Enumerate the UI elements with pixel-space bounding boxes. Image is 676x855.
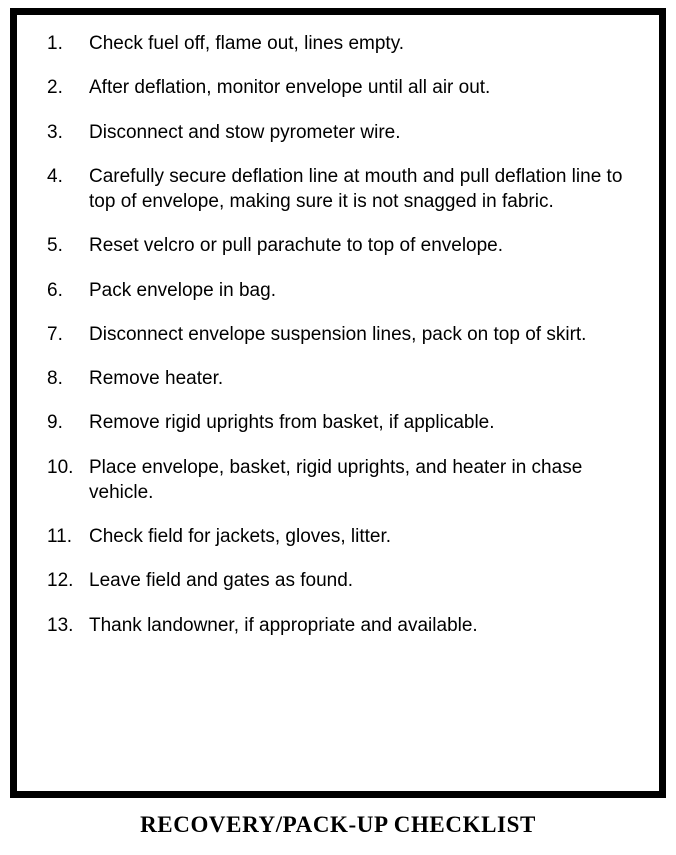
list-item-number: 12.	[47, 570, 74, 592]
checklist-box	[10, 8, 666, 798]
checklist-items	[31, 31, 645, 638]
list-item	[31, 410, 645, 435]
list-item-text: Remove rigid uprights from basket, if applicable.	[89, 412, 495, 434]
list-item	[31, 322, 645, 347]
list-item-text: Reset velcro or pull parachute to top of envelope.	[89, 235, 504, 257]
list-item	[31, 524, 645, 549]
list-item	[31, 120, 645, 145]
list-item-text: Check fuel off, flame out, lines empty.	[89, 33, 405, 54]
list-item-text: Disconnect envelope suspension lines, pack on top of skirt.	[89, 323, 587, 345]
list-item-number: 13.	[47, 614, 74, 636]
list-item	[31, 75, 645, 100]
list-item-text: After deflation, monitor envelope until all air out.	[89, 77, 491, 99]
list-item	[31, 31, 645, 56]
list-item-number: 10.	[47, 456, 74, 478]
list-item-number: 4.	[47, 165, 63, 187]
list-item-text: Place envelope, basket, rigid uprights, and heater in chase vehicle.	[89, 456, 583, 503]
list-item	[31, 233, 645, 258]
list-item	[31, 455, 645, 506]
list-item-number: 11.	[47, 526, 73, 548]
list-item-number: 9.	[47, 412, 63, 434]
list-item-number: 5.	[47, 235, 63, 257]
list-item-text: Leave field and gates as found.	[89, 570, 354, 592]
list-item-text: Pack envelope in bag.	[89, 279, 276, 301]
list-item-number: 7.	[47, 323, 63, 345]
list-item	[31, 613, 645, 638]
list-item-number: 1.	[47, 33, 63, 54]
list-item-number: 8.	[47, 368, 63, 390]
list-item-text: Disconnect and stow pyrometer wire.	[89, 121, 401, 143]
list-item-text: Remove heater.	[89, 368, 224, 390]
list-item	[31, 278, 645, 303]
list-item-text: Check field for jackets, gloves, litter.	[89, 526, 392, 548]
list-item	[31, 568, 645, 593]
list-item	[31, 366, 645, 391]
list-item-number: 3.	[47, 121, 63, 143]
list-item-number: 2.	[47, 77, 63, 99]
page-title: RECOVERY/PACK-UP CHECKLIST	[140, 812, 536, 837]
list-item-number: 6.	[47, 279, 63, 301]
list-item-text: Carefully secure deflation line at mouth and pull deflation line to top of envelope, making sure it is not snagged in fabric.	[89, 165, 623, 213]
list-item	[31, 164, 645, 215]
list-item-text: Thank landowner, if appropriate and available.	[89, 614, 478, 636]
